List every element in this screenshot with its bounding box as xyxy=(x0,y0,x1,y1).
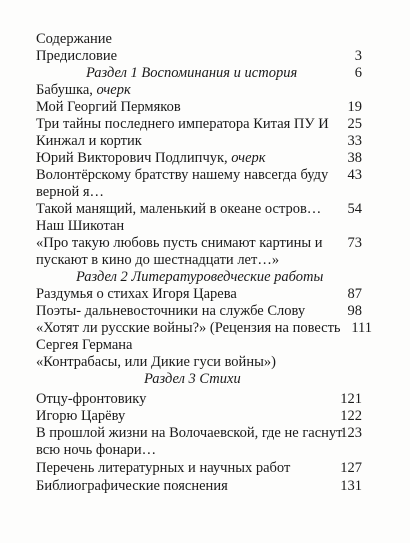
entry-page: 131 xyxy=(340,478,362,494)
toc-entry-razdumya xyxy=(0,285,410,303)
toc-entry-preface xyxy=(0,47,410,65)
toc-entry-manyashchiy xyxy=(0,200,410,218)
entry-page: 54 xyxy=(347,201,362,217)
entry-title: Библиографические пояснения xyxy=(36,478,228,494)
toc-entry-shikotan xyxy=(0,217,410,235)
toc-entry-volochaevskaya-cont xyxy=(0,441,410,459)
entry-title-line2: верной я… xyxy=(36,184,105,200)
entry-page: 121 xyxy=(340,391,362,407)
entry-title: Такой манящий, маленький в океане остров… xyxy=(36,201,322,217)
entry-page: 6 xyxy=(354,65,362,81)
entry-title-line2: Сергея Германа xyxy=(36,337,133,353)
toc-entry-volonter xyxy=(0,166,410,184)
entry-title-line1: В прошлой жизни на Волочаевской, где не гаснут xyxy=(36,425,343,441)
toc-section-1 xyxy=(0,64,410,82)
entry-title-line1: «Хотят ли русские войны?» (Рецензия на повесть xyxy=(36,320,341,336)
toc-entry-kinzhal xyxy=(0,132,410,150)
entry-page: 3 xyxy=(354,48,362,64)
toc-section-2 xyxy=(0,268,410,286)
entry-genre: очерк xyxy=(231,150,266,166)
entry-page: 43 xyxy=(347,167,362,183)
entry-page: 25 xyxy=(347,116,362,132)
toc-entry-bibliogr xyxy=(0,477,410,495)
toc-heading-row xyxy=(0,30,410,48)
section-title: Раздел 2 Литературоведческие работы xyxy=(76,269,324,285)
entry-title: «Контрабасы, или Дикие гуси войны») xyxy=(36,354,276,370)
entry-genre: очерк xyxy=(96,82,131,98)
toc-entry-volochaevskaya xyxy=(0,424,410,442)
entry-page: 73 xyxy=(347,235,362,251)
toc-entry-volonter-cont xyxy=(0,183,410,201)
entry-page: 123 xyxy=(340,425,362,441)
entry-page: 33 xyxy=(347,133,362,149)
entry-title-line1: «Про такую любовь пусть снимают картины и xyxy=(36,235,323,251)
entry-title: Наш Шикотан xyxy=(36,218,125,234)
entry-title-line2: всю ночь фонари… xyxy=(36,442,157,458)
entry-page: 122 xyxy=(340,408,362,424)
entry-title: Поэты- дальневосточники на службе Слову xyxy=(36,303,306,319)
entry-title: Раздумья о стихах Игоря Царева xyxy=(36,286,237,302)
entry-title-line2: пускают в кино до шестнадцати лет…» xyxy=(36,252,280,268)
toc-entry-podlipchuk xyxy=(0,149,410,167)
entry-title: Мой Георгий Пермяков xyxy=(36,99,181,115)
toc-heading: Содержание xyxy=(36,31,112,47)
entry-title-line1: Волонтёрскому братству нашему навсегда буду xyxy=(36,167,329,183)
entry-page: 111 xyxy=(351,320,372,336)
toc-entry-lyubov xyxy=(0,234,410,252)
entry-page: 19 xyxy=(347,99,362,115)
toc-entry-lyubov-cont xyxy=(0,251,410,269)
entry-title: Перечень литературных и научных работ xyxy=(36,460,291,476)
entry-title: Три тайны последнего императора Китая ПУ И xyxy=(36,116,329,132)
toc-entry-otcu xyxy=(0,390,410,408)
entry-page: 87 xyxy=(347,286,362,302)
toc-entry-hotyat xyxy=(0,319,410,337)
entry-title: Кинжал и кортик xyxy=(36,133,142,149)
entry-title: Юрий Викторович Подлипчук, очерк xyxy=(36,150,266,166)
entry-title: Бабушка, очерк xyxy=(36,82,131,98)
toc-entry-tri-tainy xyxy=(0,115,410,133)
entry-title: Предисловие xyxy=(36,48,118,64)
entry-page: 38 xyxy=(347,150,362,166)
toc-entry-babushka xyxy=(0,81,410,99)
entry-page: 98 xyxy=(347,303,362,319)
section-title: Раздел 3 Стихи xyxy=(144,371,241,387)
toc-entry-poety xyxy=(0,302,410,320)
toc-section-3 xyxy=(0,370,410,388)
toc-entry-kontrabasy xyxy=(0,353,410,371)
entry-title: Отцу-фронтовику xyxy=(36,391,147,407)
entry-title: Игорю Царёву xyxy=(36,408,126,424)
toc-entry-igoryu xyxy=(0,407,410,425)
entry-page: 127 xyxy=(340,460,362,476)
section-title: Раздел 1 Воспоминания и история xyxy=(86,65,298,81)
toc-entry-perechen xyxy=(0,459,410,477)
toc-entry-permyakov xyxy=(0,98,410,116)
toc-entry-hotyat-cont xyxy=(0,336,410,354)
